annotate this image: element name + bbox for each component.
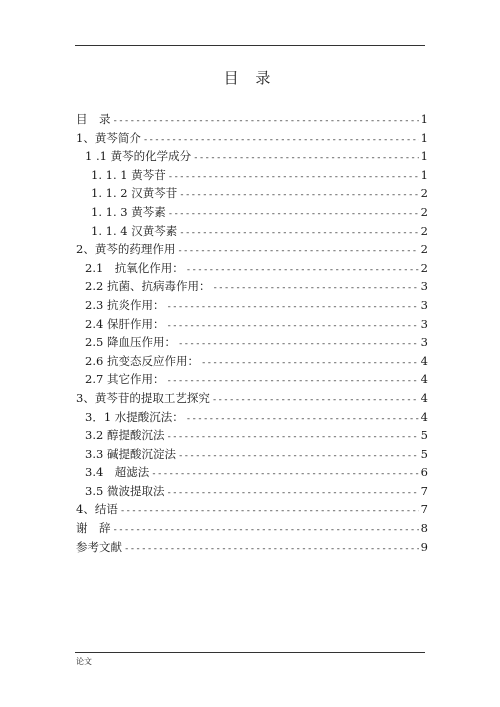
toc-leader-dashes (166, 298, 418, 317)
toc-entry-page-number: 8 (420, 521, 428, 536)
toc-entry[interactable] (76, 538, 428, 557)
toc-leader-dashes (166, 317, 418, 336)
toc-leader-dashes (186, 410, 419, 429)
toc-entry[interactable] (76, 147, 428, 166)
toc-entry-label: 3、黄芩苷的提取工艺探究 (76, 390, 210, 405)
toc-entry-page-number: 2 (420, 223, 428, 238)
toc-entry-label: 1、黄芩简介 (76, 130, 141, 145)
toc-entry-label: 参考文献 (76, 539, 122, 554)
toc-entry-label: 2.5 降血压作用： (85, 335, 176, 350)
toc-entry-page-number: 4 (420, 409, 428, 424)
toc-entry-label: 2.6 抗变态反应作用： (85, 353, 199, 368)
toc-leader-dashes (120, 502, 419, 521)
toc-entry-label: 2.1 抗氧化作用： (85, 260, 184, 275)
toc-entry-label: 目 录 (76, 112, 111, 126)
toc-entry[interactable] (76, 482, 428, 501)
toc-entry-label: 2.3 抗炎作用： (85, 297, 165, 312)
toc-leader-dashes (201, 354, 419, 373)
toc-entry-page-number: 5 (420, 446, 428, 461)
toc-entry-page-number: 2 (420, 186, 428, 201)
toc-entry-label: 谢 辞 (76, 521, 111, 536)
toc-entry-label: 2、黄芩的药理作用 (76, 242, 176, 257)
toc-leader-dashes (177, 242, 418, 261)
toc-leader-dashes (179, 186, 418, 205)
toc-entry-page-number: 1 (420, 167, 428, 182)
toc-entry-label: 3.2 醇提酸沉法 (85, 428, 165, 443)
toc-entry-label: 4、结语 (76, 502, 118, 517)
toc-entry[interactable] (76, 110, 428, 129)
toc-entry[interactable] (76, 463, 428, 482)
toc-leader-dashes (212, 391, 419, 410)
toc-entry[interactable] (76, 519, 428, 538)
toc-entry-label: 1. 1. 4 汉黄芩素 (91, 223, 178, 238)
toc-leader-dashes (113, 112, 419, 131)
toc-entry-page-number: 4 (420, 353, 428, 368)
footer-label: 论文 (76, 657, 92, 666)
toc-entry-label: 2.4 保肝作用： (85, 316, 165, 331)
toc-entry-page-number: 7 (420, 502, 428, 517)
toc-leader-dashes (168, 168, 419, 187)
toc-entry-label: 3.4 超滤法 (85, 465, 150, 480)
toc-entry[interactable] (76, 500, 428, 519)
toc-leader-dashes (166, 484, 418, 503)
toc-entry-page-number: 1 (420, 130, 428, 145)
toc-entry[interactable] (76, 333, 428, 352)
toc-entry-page-number: 6 (420, 465, 428, 480)
toc-entry[interactable] (76, 408, 428, 427)
toc-entry[interactable] (76, 240, 428, 259)
toc-entry[interactable] (76, 259, 428, 278)
toc-entry[interactable] (76, 203, 428, 222)
toc-entry-page-number: 4 (420, 372, 428, 387)
toc-leader-dashes (113, 521, 419, 540)
toc-leader-dashes (178, 447, 419, 466)
toc-entry-page-number: 5 (420, 428, 428, 443)
toc-entry-page-number: 3 (420, 335, 428, 350)
toc-entry-page-number: 2 (420, 242, 428, 257)
toc-entry[interactable] (76, 389, 428, 408)
toc-leader-dashes (212, 279, 418, 298)
toc-entry-label: 3.5 微波提取法 (85, 483, 165, 498)
toc-entry-label: 3．1 水提酸沉法： (85, 409, 184, 424)
toc-entry[interactable] (76, 277, 428, 296)
toc-entry-label: 1. 1. 2 汉黄芩苷 (91, 186, 178, 201)
toc-entry-label: 1. 1. 3 黄芩素 (91, 204, 166, 219)
toc-entry-page-number: 2 (420, 204, 428, 219)
toc-leader-dashes (179, 224, 418, 243)
toc-entry-page-number: 3 (420, 316, 428, 331)
toc-leader-dashes (151, 465, 418, 484)
toc-entry[interactable] (76, 296, 428, 315)
footer-rule (75, 652, 425, 653)
toc-entry-page-number: 7 (420, 483, 428, 498)
toc-entry-label: 1 .1 黄芩的化学成分 (85, 149, 192, 164)
toc-leader-dashes (186, 261, 419, 280)
toc-entry-label: 3.3 碱提酸沉淀法 (85, 446, 176, 461)
toc-entry-page-number: 1 (420, 149, 428, 164)
toc-entry[interactable] (76, 129, 428, 148)
toc-leader-dashes (178, 335, 419, 354)
toc-entry-page-number: 9 (420, 539, 428, 554)
toc-entry-label: 2.7 其它作用： (85, 372, 165, 387)
toc-entry-page-number: 3 (420, 297, 428, 312)
toc-entry-page-number: 2 (420, 260, 428, 275)
toc-leader-dashes (168, 205, 419, 224)
toc-entry[interactable] (76, 370, 428, 389)
page-title: 目 录 (223, 69, 277, 87)
toc-entry[interactable] (76, 315, 428, 334)
toc-entry-label: 1. 1. 1 黄芩苷 (91, 167, 166, 182)
toc-entry-page-number: 1 (420, 112, 428, 126)
table-of-contents (76, 110, 428, 556)
toc-entry[interactable] (76, 352, 428, 371)
toc-entry[interactable] (76, 426, 428, 445)
toc-leader-dashes (193, 149, 419, 168)
toc-entry[interactable] (76, 222, 428, 241)
toc-entry[interactable] (76, 184, 428, 203)
toc-entry-page-number: 4 (420, 390, 428, 405)
toc-entry-label: 2.2 抗菌、抗病毒作用： (85, 279, 211, 294)
header-rule (75, 45, 425, 46)
toc-leader-dashes (124, 540, 419, 559)
toc-entry[interactable] (76, 445, 428, 464)
toc-entry-page-number: 3 (420, 279, 428, 294)
toc-leader-dashes (166, 428, 418, 447)
toc-entry[interactable] (76, 166, 428, 185)
